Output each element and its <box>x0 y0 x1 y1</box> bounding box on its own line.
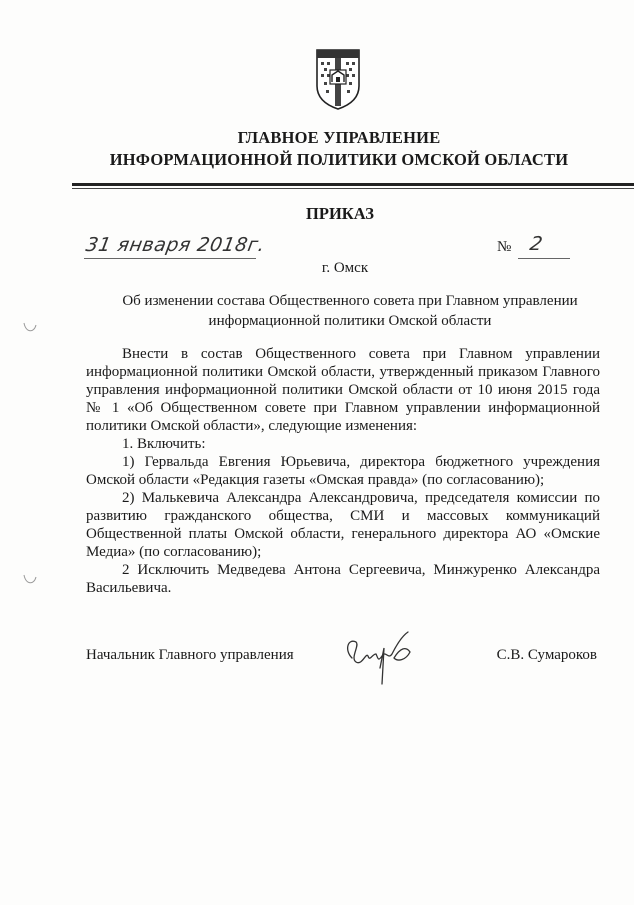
punch-hole-mark-top <box>22 321 38 335</box>
number-underline <box>518 258 570 259</box>
number-sign: № <box>497 239 512 255</box>
punch-hole-mark-bottom <box>22 573 38 587</box>
date-underline <box>84 258 256 259</box>
document-type-heading: ПРИКАЗ <box>306 204 374 223</box>
organization-name-line1: ГЛАВНОЕ УПРАВЛЕНИЕ <box>237 128 441 147</box>
document-title-line2: информационной политики Омской области <box>208 313 492 329</box>
organization-name-line2: ИНФОРМАЦИОННОЙ ПОЛИТИКИ ОМСКОЙ ОБЛАСТИ <box>109 150 569 169</box>
body-item-2: 2 Исключить Медведева Антона Сергеевича, Минжуренко Александра Васильевича. <box>86 562 600 596</box>
document-date-handwritten: 31 января 2018г. <box>84 234 267 256</box>
document-city: г. Омск <box>321 260 369 276</box>
document-number-handwritten: 2 <box>528 233 545 255</box>
document-title-line1: Об изменении состава Общественного совета при Главном управлении <box>122 293 578 309</box>
header-divider-thin <box>72 188 634 189</box>
body-item-1-1: 1) Гервальда Евгения Юрьевича, директора бюджетного учреждения Омской области «Редакция газеты «Омская правда» (по согласованию); <box>86 454 600 488</box>
signatory-name: С.В. Сумароков <box>496 647 597 663</box>
body-intro-paragraph: Внести в состав Общественного совета при Главном управлении информационной политики Омской области, утвержденный приказом Главного управления информационной политики Омской области от 10 июня 2015 года № 1 «Об Общественном совете при Главном управлении информационной политики Омской области», следующие изменения: <box>86 346 600 434</box>
body-item-1: 1. Включить: <box>122 436 206 452</box>
document-body <box>86 345 600 597</box>
signatory-position: Начальник Главного управления <box>86 647 294 663</box>
body-item-1-2: 2) Малькевича Александра Александровича, председателя комиссии по развитию гражданского общества, СМИ и массовых коммуникаций Общественной платы Омской области, генерального директора АО «Омские Медиа» (по согласованию); <box>86 490 600 560</box>
omsk-coat-of-arms-emblem <box>313 46 363 110</box>
header-divider-thick <box>72 183 634 186</box>
document-title <box>100 291 600 331</box>
handwritten-signature <box>336 628 426 686</box>
